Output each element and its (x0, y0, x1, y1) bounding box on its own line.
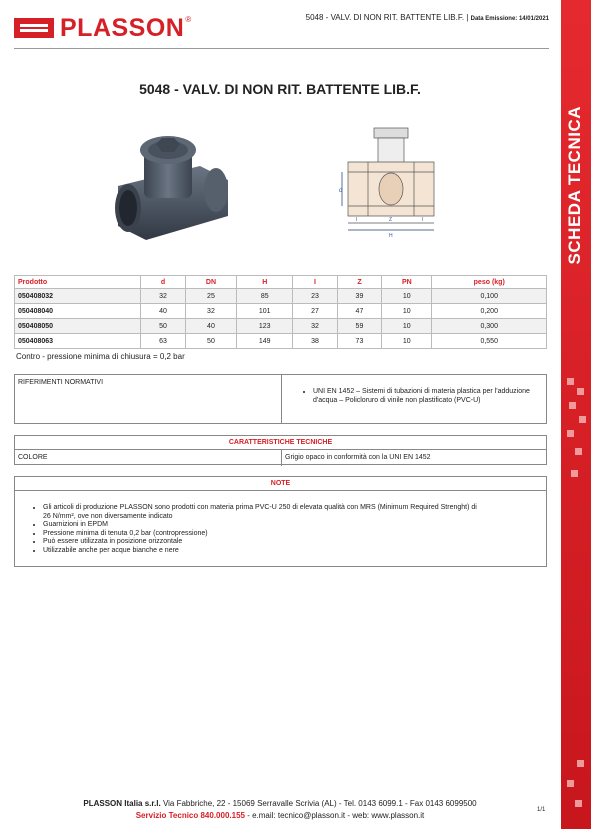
side-band-label: SCHEDA TECNICA (565, 106, 584, 265)
table-cell: 0,100 (432, 289, 547, 304)
table-cell: 85 (237, 289, 293, 304)
normative-references-box (14, 374, 547, 424)
col-header: DN (185, 276, 236, 289)
product-code: 050408040 (15, 304, 141, 319)
dim-i-right-label: I (422, 217, 424, 223)
table-header-row (15, 276, 547, 289)
product-table (14, 275, 547, 349)
issue-date: Data Emissione: 14/01/2021 (470, 16, 549, 22)
page-number: 1/1 (537, 807, 546, 813)
table-cell: 27 (293, 304, 337, 319)
table-cell: 38 (293, 334, 337, 349)
table-cell: 10 (382, 289, 432, 304)
notes-box (14, 476, 547, 567)
product-code: 050408032 (15, 289, 141, 304)
decor-cube-icon (567, 378, 574, 385)
registered-mark: ® (185, 14, 192, 24)
table-cell: 32 (293, 319, 337, 334)
dim-i-left-label: I (356, 217, 358, 223)
list-item: • UNI EN 1452 – Sistemi di tubazioni di materia plastica per l'adduzione d'acqua – Policloruro di vinile non plastificato (PVC-U) (313, 387, 538, 405)
box-divider (281, 450, 282, 466)
footer-company: PLASSON Italia s.r.l. (83, 799, 161, 808)
box-divider (281, 375, 282, 423)
pressure-note: Contro - pressione minima di chiusura = 0,2 bar (16, 352, 185, 361)
decor-cube-icon (569, 402, 576, 409)
col-header: peso (kg) (432, 276, 547, 289)
col-header: H (237, 276, 293, 289)
table-cell: 0,550 (432, 334, 547, 349)
product-code: 050408063 (15, 334, 141, 349)
technical-characteristics-box (14, 435, 547, 465)
footer-contacts-text: - e.mail: tecnico@plasson.it - web: www.plasson.it (244, 811, 425, 820)
table-cell: 0,300 (432, 319, 547, 334)
table-cell: 0,200 (432, 304, 547, 319)
dim-h-label: H (389, 233, 393, 239)
footer-address-text: Via Fabbriche, 22 - 15069 Serravalle Scrivia (AL) - Tel. 0143 6099.1 - Fax 0143 6099500 (160, 799, 477, 808)
technical-heading: CARATTERISTICHE TECNICHE (15, 436, 546, 450)
list-item: • Utilizzabile anche per acque bianche e nere (43, 547, 483, 556)
table-cell: 47 (337, 304, 381, 319)
table-cell: 50 (185, 334, 236, 349)
col-header: PN (382, 276, 432, 289)
plasson-mark-icon (14, 18, 54, 38)
table-cell: 149 (237, 334, 293, 349)
product-code: 050408050 (15, 319, 141, 334)
notes-list (15, 504, 483, 556)
table-cell: 101 (237, 304, 293, 319)
header-title-text: 5048 - VALV. DI NON RIT. BATTENTE LIB.F. (305, 13, 465, 22)
valve-section-drawing (338, 120, 444, 240)
list-item: • Pressione minima di tenuta 0,2 bar (contropressione) (43, 530, 483, 539)
table-row (15, 334, 547, 349)
col-header: I (293, 276, 337, 289)
table-cell: 59 (337, 319, 381, 334)
dim-d-label: d (339, 188, 343, 194)
table-row (15, 304, 547, 319)
list-item: • Gli articoli di produzione PLASSON sono prodotti con materia prima PVC-U 250 di elevata qualità con MRS (Minimum Required Strenght) di 26 N/mm², ove non diversamente indicato (43, 504, 483, 521)
table-cell: 123 (237, 319, 293, 334)
table-cell: 73 (337, 334, 381, 349)
decor-cube-icon (567, 430, 574, 437)
col-header: Z (337, 276, 381, 289)
footer-address (0, 799, 560, 808)
decor-cube-icon (567, 780, 574, 787)
notes-heading: NOTE (15, 477, 546, 491)
footer-service: Servizio Tecnico 840.000.155 (135, 811, 245, 820)
table-row (15, 289, 547, 304)
list-item: • Può essere utilizzata in posizione orizzontale (43, 538, 483, 547)
footer-contacts (0, 811, 560, 820)
scheda-tecnica-band (561, 0, 591, 829)
table-cell: 39 (337, 289, 381, 304)
table-cell: 10 (382, 334, 432, 349)
table-cell: 40 (141, 304, 185, 319)
list-item: • Guarnizioni in EPDM (43, 521, 483, 530)
table-row (15, 319, 547, 334)
table-cell: 63 (141, 334, 185, 349)
decor-cube-icon (577, 388, 584, 395)
brand-name: PLASSON (60, 14, 185, 42)
decor-cube-icon (577, 760, 584, 767)
normative-list (305, 387, 538, 405)
table-cell: 32 (185, 304, 236, 319)
table-cell: 23 (293, 289, 337, 304)
table-cell: 10 (382, 319, 432, 334)
plasson-logo (14, 14, 192, 42)
valve-photo (104, 128, 240, 244)
col-header: d (141, 276, 185, 289)
header-doc-title (306, 13, 549, 22)
decor-cube-icon (575, 800, 582, 807)
table-cell: 50 (141, 319, 185, 334)
decor-cube-icon (579, 416, 586, 423)
decor-cube-icon (575, 448, 582, 455)
page-title: 5048 - VALV. DI NON RIT. BATTENTE LIB.F. (139, 81, 421, 97)
normative-label: RIFERIMENTI NORMATIVI (18, 379, 104, 386)
header-separator: | (464, 13, 471, 22)
table-cell: 32 (141, 289, 185, 304)
technical-row (15, 450, 546, 466)
table-cell: 40 (185, 319, 236, 334)
header-divider (14, 48, 549, 49)
table-cell: 25 (185, 289, 236, 304)
dim-z-label: Z (389, 217, 393, 223)
technical-value: Grigio opaco in conformità con la UNI EN 1452 (285, 454, 431, 461)
technical-key: COLORE (18, 454, 48, 461)
decor-cube-icon (571, 470, 578, 477)
table-cell: 10 (382, 304, 432, 319)
col-header: Prodotto (15, 276, 141, 289)
